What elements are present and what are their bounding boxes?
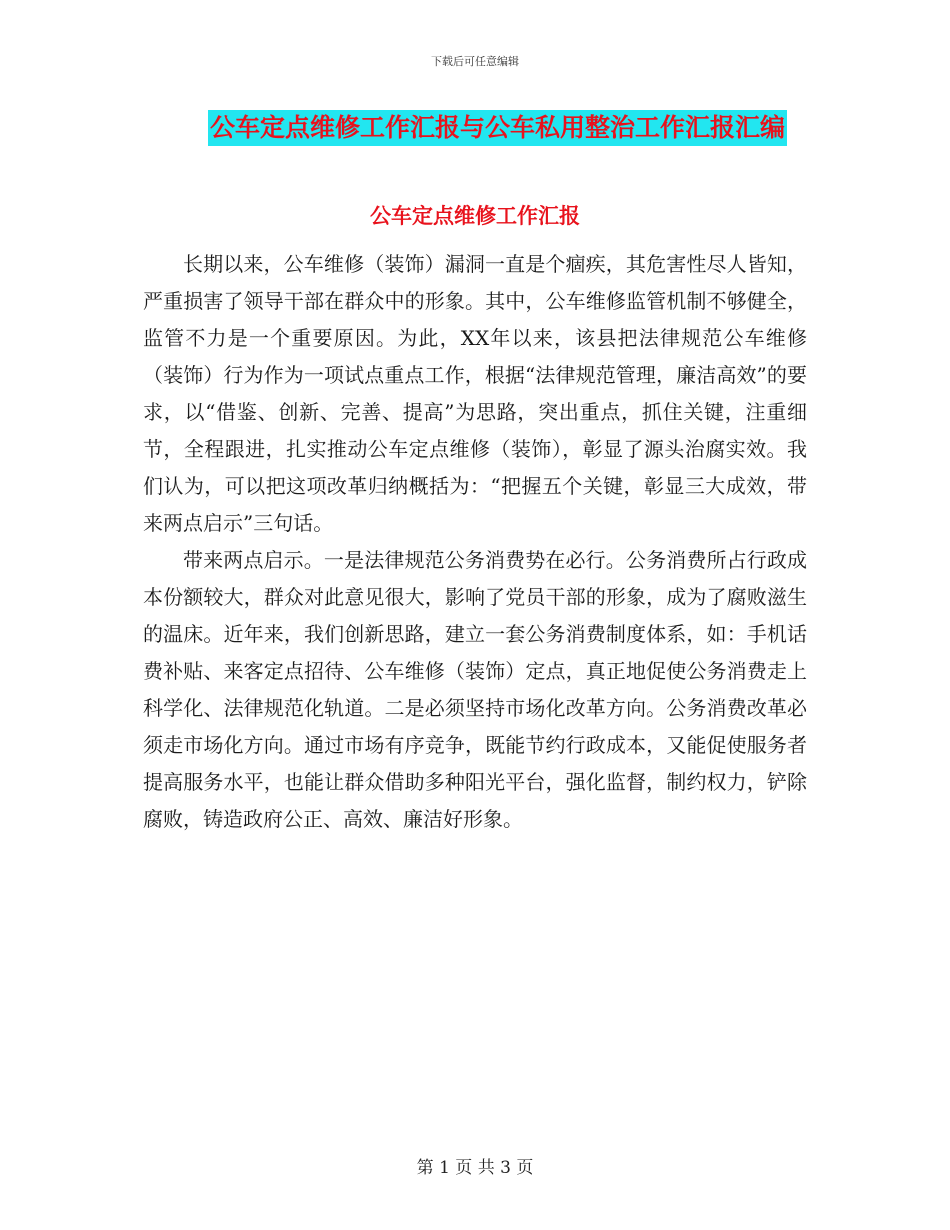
body-paragraph: 带来两点启示。一是法律规范公务消费势在必行。公务消费所占行政成本份额较大，群众对此意见很大，影响了党员干部的形象，成为了腐败滋生的温床。近年来，我们创新思路，建立一套公务消费制度体系，如：手机话费补贴、来客定点招待、公车维修（装饰）定点，真正地促使公务消费走上科学化、法律规范化轨道。二是必须坚持市场化改革方向。公务消费改革必须走市场化方向。通过市场有序竞争，既能节约行政成本，又能促使服务者提高服务水平，也能让群众借助多种阳光平台，强化监督，制约权力，铲除腐败，铸造政府公正、高效、廉洁好形象。: [143, 548, 807, 831]
document-body: [143, 246, 807, 838]
section-heading: 公车定点维修工作汇报: [370, 204, 580, 228]
body-paragraph: 长期以来，公车维修（装饰）漏洞一直是个痼疾，其危害性尽人皆知，严重损害了领导干部在群众中的形象。其中，公车维修监管机制不够健全，监管不力是一个重要原因。为此，XX年以来，该县把法律规范公车维修（装饰）行为作为一项试点重点工作，根据“法律规范管理，廉洁高效”的要求，以“借鉴、创新、完善、提高”为思路，突出重点，抓住关键，注重细节，全程跟进，扎实推动公车定点维修（装饰），彰显了源头治腐实效。我们认为，可以把这项改革归纳概括为：“把握五个关键，彰显三大成效，带来两点启示”三句话。: [143, 252, 807, 535]
document-title: 公车定点维修工作汇报与公车私用整治工作汇报汇编: [208, 110, 787, 146]
document-title-container: [0, 110, 950, 146]
page-header-note: 下载后可任意编辑: [431, 55, 519, 68]
page-number-footer: 第 1 页 共 3 页: [416, 1158, 534, 1178]
